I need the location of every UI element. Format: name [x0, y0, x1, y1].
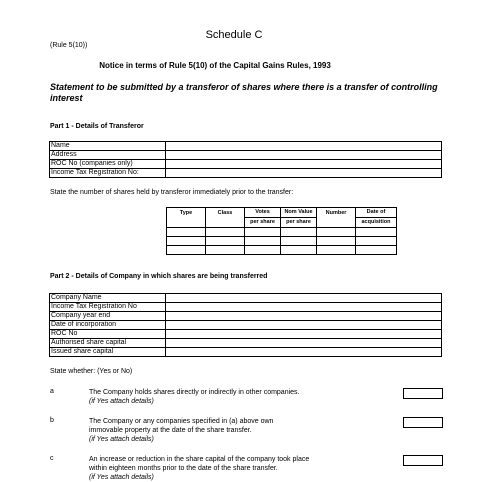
shares-table-row	[167, 246, 397, 255]
transferor-row	[50, 160, 442, 169]
question-note: (if Yes attach details)	[89, 436, 154, 443]
company-value-field[interactable]	[166, 321, 442, 330]
company-value-field[interactable]	[166, 312, 442, 321]
question-text	[89, 417, 329, 444]
company-row	[50, 321, 442, 330]
question-letter: c	[50, 455, 54, 462]
question-line: An increase or reduction in the share capital of the company took place	[89, 456, 310, 463]
company-value-field[interactable]	[166, 330, 442, 339]
question-line: immovable property at the date of the share transfer.	[89, 427, 252, 434]
shares-cell[interactable]	[356, 228, 397, 237]
shares-cell[interactable]	[317, 228, 356, 237]
company-label: Authorised share capital	[50, 339, 166, 348]
shares-column-header: Type	[167, 208, 206, 228]
company-row	[50, 312, 442, 321]
company-value-field[interactable]	[166, 339, 442, 348]
state-whether-label: State whether: (Yes or No)	[50, 368, 133, 375]
rule-reference: (Rule 5(10))	[50, 42, 88, 49]
shares-cell[interactable]	[356, 246, 397, 255]
transferor-row	[50, 142, 442, 151]
company-label: Income Tax Registration No	[50, 303, 166, 312]
company-row	[50, 339, 442, 348]
yes-no-answer-box[interactable]	[403, 417, 443, 428]
transferor-label: ROC No (companies only)	[50, 160, 166, 169]
company-value-field[interactable]	[166, 303, 442, 312]
company-row	[50, 330, 442, 339]
company-row	[50, 348, 442, 357]
transferor-value-field[interactable]	[166, 151, 442, 160]
shares-cell[interactable]	[317, 237, 356, 246]
shares-column-header: Votes per share	[245, 208, 281, 228]
shares-cell[interactable]	[245, 228, 281, 237]
transferor-details-table	[49, 141, 442, 178]
shares-column-header: Class	[206, 208, 245, 228]
company-value-field[interactable]	[166, 294, 442, 303]
shares-column-header: Date of acquisition	[356, 208, 397, 228]
transferor-label: Income Tax Registration No:	[50, 169, 166, 178]
question-text	[89, 455, 329, 482]
company-row	[50, 303, 442, 312]
shares-cell[interactable]	[167, 228, 206, 237]
transferor-label: Address	[50, 151, 166, 160]
shares-cell[interactable]	[317, 246, 356, 255]
page-title: Schedule C	[205, 29, 263, 41]
shares-cell[interactable]	[245, 246, 281, 255]
company-label: Issued share capital	[50, 348, 166, 357]
statement-heading: Statement to be submitted by a transferor of shares where there is a transfer of controlling interest	[50, 82, 438, 103]
question-line: The Company holds shares directly or indirectly in other companies.	[89, 389, 300, 396]
yes-no-answer-box[interactable]	[403, 388, 443, 399]
shares-prompt: State the number of shares held by transferor immediately prior to the transfer:	[50, 189, 294, 196]
question-letter: b	[50, 417, 54, 424]
shares-cell[interactable]	[167, 237, 206, 246]
company-label: Company Name	[50, 294, 166, 303]
notice-heading: Notice in terms of Rule 5(10) of the Capital Gains Rules, 1993	[99, 61, 331, 70]
shares-cell[interactable]	[206, 228, 245, 237]
transferor-row	[50, 151, 442, 160]
question-line: within eighteen months prior to the date of the share transfer.	[89, 465, 278, 472]
shares-column-header: Nom Value per share	[281, 208, 317, 228]
transferor-row	[50, 169, 442, 178]
company-label: ROC No	[50, 330, 166, 339]
question-note: (if Yes attach details)	[89, 398, 154, 405]
shares-cell[interactable]	[281, 237, 317, 246]
question-note: (if Yes attach details)	[89, 474, 154, 481]
company-label: Date of incorporation	[50, 321, 166, 330]
shares-cell[interactable]	[167, 246, 206, 255]
company-label: Company year end	[50, 312, 166, 321]
transferor-label: Name	[50, 142, 166, 151]
yes-no-answer-box[interactable]	[403, 455, 443, 466]
shares-cell[interactable]	[356, 237, 397, 246]
part2-heading: Part 2 - Details of Company in which shares are being transferred	[50, 273, 268, 280]
shares-cell[interactable]	[281, 246, 317, 255]
part1-heading: Part 1 - Details of Transferor	[50, 123, 144, 130]
question-letter: a	[50, 388, 54, 395]
company-value-field[interactable]	[166, 348, 442, 357]
question-line: The Company or any companies specified in (a) above own	[89, 418, 274, 425]
shares-column-header: Number	[317, 208, 356, 228]
shares-table-row	[167, 228, 397, 237]
question-text	[89, 388, 329, 406]
shares-cell[interactable]	[206, 237, 245, 246]
transferor-value-field[interactable]	[166, 169, 442, 178]
transferor-value-field[interactable]	[166, 142, 442, 151]
shares-cell[interactable]	[245, 237, 281, 246]
company-row	[50, 294, 442, 303]
company-details-table	[49, 293, 442, 357]
shares-cell[interactable]	[206, 246, 245, 255]
shares-cell[interactable]	[281, 228, 317, 237]
shares-table-row	[167, 237, 397, 246]
shares-held-table	[166, 207, 397, 255]
transferor-value-field[interactable]	[166, 160, 442, 169]
